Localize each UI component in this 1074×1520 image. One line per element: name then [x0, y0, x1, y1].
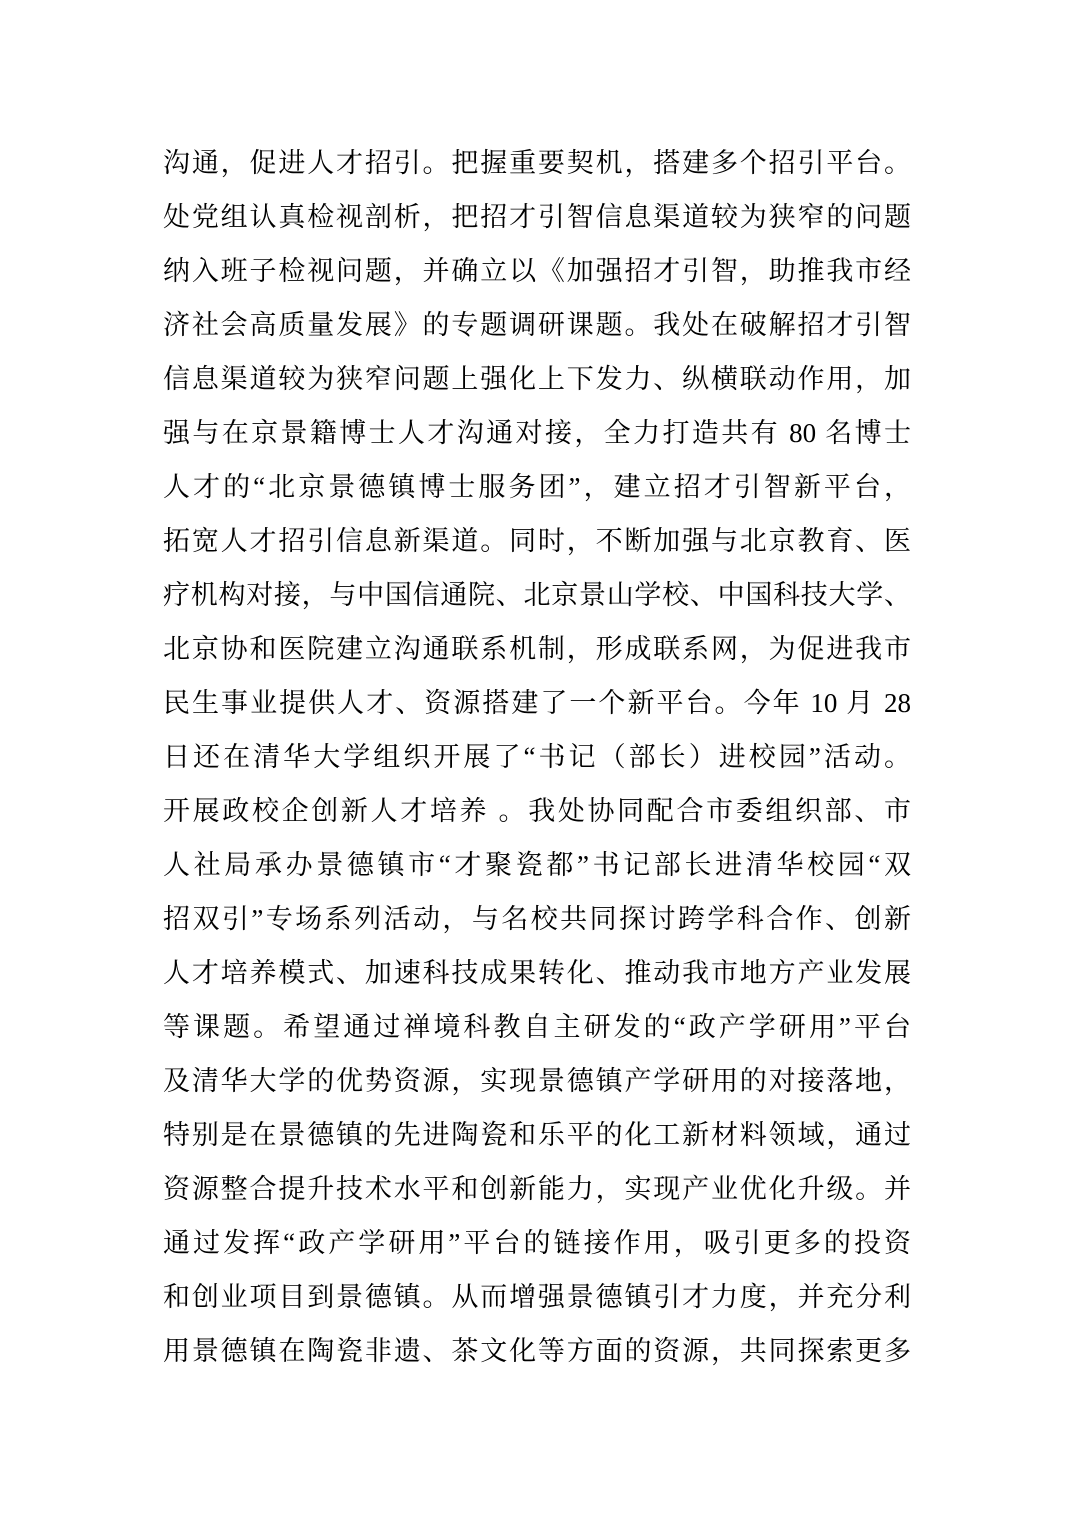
text-line: 通过发挥“政产学研用”平台的链接作用，吸引更多的投资: [163, 1228, 911, 1258]
text-line: 人社局承办景德镇市“才聚瓷都”书记部长进清华校园“双: [163, 850, 911, 880]
text-line: 资源整合提升技术水平和创新能力，实现产业优化升级。并: [163, 1174, 911, 1204]
text-line: 人才培养模式、加速科技成果转化、推动我市地方产业发展: [163, 958, 911, 988]
text-line: 和创业项目到景德镇。从而增强景德镇引才力度，并充分利: [163, 1282, 911, 1312]
text-line: 北京协和医院建立沟通联系机制，形成联系网，为促进我市: [163, 634, 911, 664]
text-line: 特别是在景德镇的先进陶瓷和乐平的化工新材料领域，通过: [163, 1120, 911, 1150]
text-line: 疗机构对接，与中国信通院、北京景山学校、中国科技大学、: [163, 580, 911, 610]
text-line: 招双引”专场系列活动，与名校共同探讨跨学科合作、创新: [163, 904, 911, 934]
text-line: 济社会高质量发展》的专题调研课题。我处在破解招才引智: [163, 310, 911, 340]
text-line: 用景德镇在陶瓷非遗、茶文化等方面的资源，共同探索更多: [163, 1336, 911, 1366]
text-line: 拓宽人才招引信息新渠道。同时，不断加强与北京教育、医: [163, 526, 911, 556]
text-line: 强与在京景籍博士人才沟通对接，全力打造共有 80 名博士: [163, 418, 911, 448]
text-line: 开展政校企创新人才培养 。我处协同配合市委组织部、市: [163, 796, 911, 826]
text-line: 沟通，促进人才招引。把握重要契机，搭建多个招引平台。: [163, 148, 911, 178]
document-body: [163, 136, 911, 1378]
text-line: 日还在清华大学组织开展了“书记（部长）进校园”活动。: [163, 742, 911, 772]
text-line: 民生事业提供人才、资源搭建了一个新平台。今年 10 月 28: [163, 688, 911, 718]
text-line: 人才的“北京景德镇博士服务团”，建立招才引智新平台，: [163, 472, 911, 502]
text-line: 及清华大学的优势资源，实现景德镇产学研用的对接落地，: [163, 1066, 911, 1096]
text-line: 处党组认真检视剖析，把招才引智信息渠道较为狭窄的问题: [163, 202, 911, 232]
text-line: 等课题。希望通过禅境科教自主研发的“政产学研用”平台: [163, 1012, 911, 1042]
text-line: 纳入班子检视问题，并确立以《加强招才引智，助推我市经: [163, 256, 911, 286]
text-line: 信息渠道较为狭窄问题上强化上下发力、纵横联动作用，加: [163, 364, 911, 394]
